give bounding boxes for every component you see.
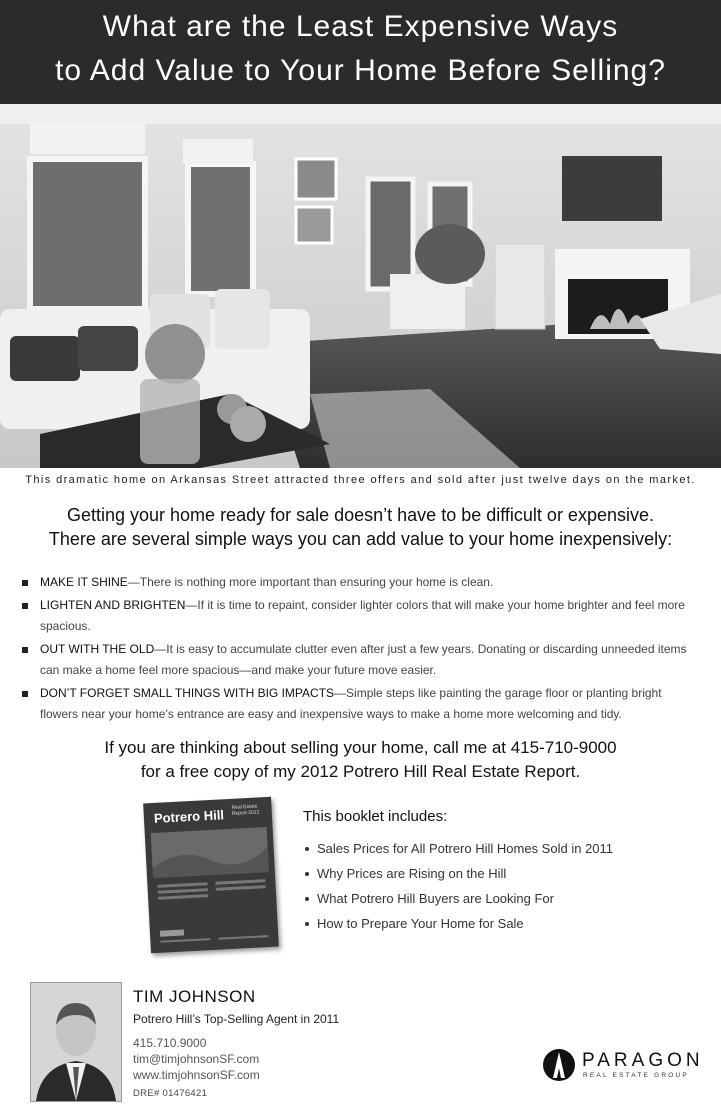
booklet-includes-title: This booklet includes: bbox=[303, 808, 448, 825]
living-room-photo bbox=[0, 104, 721, 468]
headline-line-2: to Add Value to Your Home Before Selling? bbox=[55, 54, 666, 87]
paragon-emblem-icon bbox=[542, 1046, 576, 1084]
bullet-square-icon bbox=[22, 580, 28, 586]
tip-text: —Simple steps like painting the garage floor or planting bright flowers near your home’s entrance are easy and inexpensive ways to make a home more welcoming and tidy. bbox=[40, 686, 662, 721]
bullet-square-icon bbox=[22, 603, 28, 609]
list-item bbox=[303, 890, 613, 915]
bullet-dot-icon bbox=[305, 847, 309, 851]
tip-text: —If it is time to repaint, consider lighter colors that will make your home brighter and feel more spacious. bbox=[40, 598, 685, 633]
paragon-logo bbox=[542, 1046, 702, 1086]
tip-item bbox=[22, 639, 702, 681]
brand-name: PARAGON bbox=[582, 1050, 704, 1071]
intro-line-2: There are several simple ways you can add value to your home inexpensively: bbox=[48, 529, 673, 549]
cta-line-1: If you are thinking about selling your home, call me at 415-710-9000 bbox=[104, 738, 617, 757]
tip-item bbox=[22, 595, 702, 637]
tips-list bbox=[22, 572, 702, 727]
bullet-dot-icon bbox=[305, 922, 309, 926]
cta-line-2: for a free copy of my 2012 Potrero Hill Real Estate Report. bbox=[140, 762, 581, 781]
bullet-dot-icon bbox=[305, 872, 309, 876]
tip-title: DON’T FORGET SMALL THINGS WITH BIG IMPACTS bbox=[40, 686, 335, 700]
agent-name: TIM JOHNSON bbox=[133, 987, 256, 1006]
list-item bbox=[303, 840, 613, 865]
page-header bbox=[0, 0, 721, 104]
tip-title: MAKE IT SHINE bbox=[40, 575, 128, 589]
booklet-cover-title: Potrero Hill bbox=[153, 807, 225, 826]
agent-portrait bbox=[30, 982, 122, 1102]
photo-caption: This dramatic home on Arkansas Street attracted three offers and sold after just twelve days on the market. bbox=[25, 474, 696, 486]
tip-text: —It is easy to accumulate clutter even after just a few years. Donating or discarding unneeded items can make a home feel more spacious—and make your future move easier. bbox=[40, 642, 687, 677]
bullet-square-icon bbox=[22, 691, 28, 697]
list-item-text: How to Prepare Your Home for Sale bbox=[317, 916, 524, 931]
booklet-cover-subtitle: Real Estate Report 2012 bbox=[231, 803, 260, 817]
intro-line-1: Getting your home ready for sale doesn’t have to be difficult or expensive. bbox=[66, 505, 654, 525]
tip-title: OUT WITH THE OLD bbox=[40, 642, 155, 656]
list-item-text: What Potrero Hill Buyers are Looking For bbox=[317, 891, 554, 906]
agent-phone[interactable]: 415.710.9000 bbox=[133, 1036, 207, 1050]
agent-website[interactable]: www.timjohnsonSF.com bbox=[133, 1068, 260, 1082]
bullet-square-icon bbox=[22, 647, 28, 653]
tip-text: —There is nothing more important than ensuring your home is clean. bbox=[127, 575, 494, 589]
list-item bbox=[303, 915, 613, 940]
list-item-text: Why Prices are Rising on the Hill bbox=[317, 866, 507, 881]
list-item-text: Sales Prices for All Potrero Hill Homes Sold in 2011 bbox=[317, 841, 613, 856]
booklet-includes-list bbox=[303, 840, 613, 940]
brand-tagline: REAL ESTATE GROUP bbox=[583, 1072, 689, 1079]
list-item bbox=[303, 865, 613, 890]
tip-title: LIGHTEN AND BRIGHTEN bbox=[40, 598, 186, 612]
bullet-dot-icon bbox=[305, 897, 309, 901]
tip-item bbox=[22, 572, 702, 593]
agent-email[interactable]: tim@timjohnsonSF.com bbox=[133, 1052, 260, 1066]
headline-line-1: What are the Least Expensive Ways bbox=[102, 10, 619, 43]
agent-title: Potrero Hill’s Top-Selling Agent in 2011 bbox=[133, 1012, 340, 1026]
tip-item bbox=[22, 683, 702, 725]
agent-license-number: DRE# 01476421 bbox=[133, 1088, 208, 1099]
booklet-cover-image bbox=[143, 797, 279, 953]
